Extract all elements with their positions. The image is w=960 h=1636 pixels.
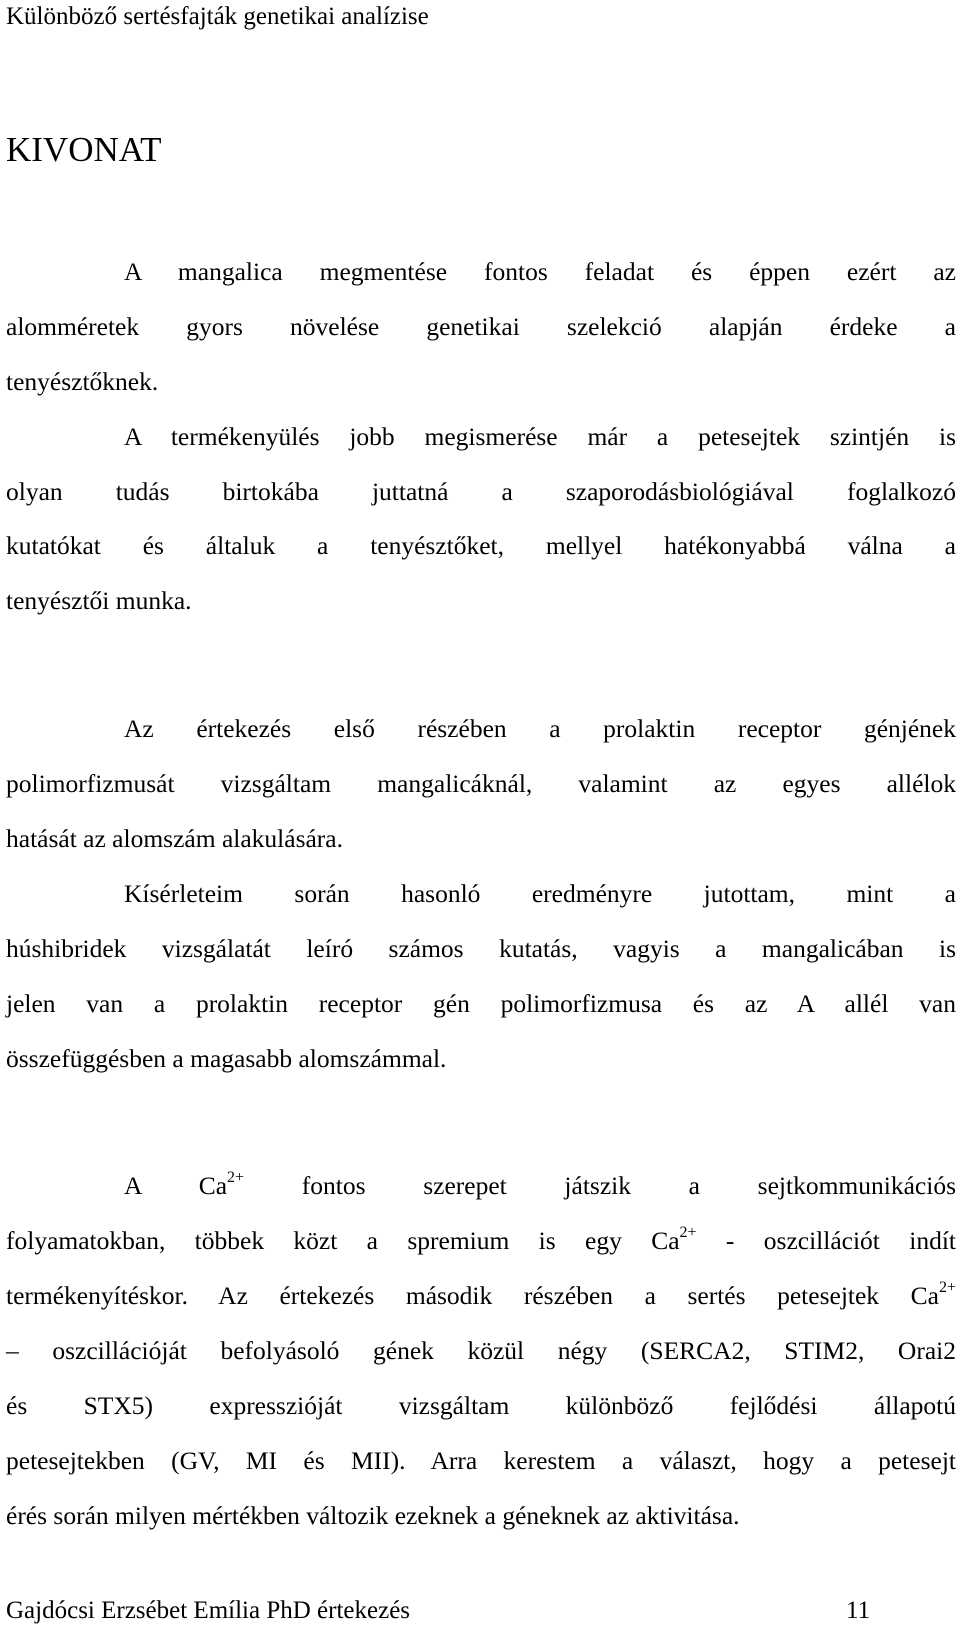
paragraph-5-line-4: – oszcillációját befolyásoló gének közül négy (SERCA2, STIM2, Orai2: [6, 1336, 956, 1365]
text-segment: - oszcillációt indít: [696, 1226, 956, 1255]
text-segment: A Ca: [124, 1171, 228, 1200]
text-segment: fontos szerepet játszik a sejtkommunikációs: [244, 1171, 956, 1200]
paragraph-1-line-2: alomméretek gyors növelése genetikai szelekció alapján érdeke a: [6, 312, 956, 341]
text-segment: termékenyítéskor. Az értekezés második részében a sertés petesejtek Ca: [6, 1281, 939, 1310]
superscript: 2+: [938, 1279, 956, 1296]
paragraph-5-line-5: és STX5) expresszióját vizsgáltam különböző fejlődési állapotú: [6, 1391, 956, 1420]
paragraph-5-line-3: [6, 1280, 956, 1312]
paragraph-1-line-1: A mangalica megmentése fontos feladat és éppen ezért az: [124, 257, 956, 286]
paragraph-2-line-2: olyan tudás birtokába juttatná a szaporodásbiológiával foglalkozó: [6, 477, 956, 506]
paragraph-3-line-3: hatását az alomszám alakulására.: [6, 824, 343, 853]
running-header: Különböző sertésfajták genetikai analízise: [6, 3, 429, 30]
section-title: KIVONAT: [6, 130, 162, 169]
paragraph-5-line-7: érés során milyen mértékben változik ezeknek a géneknek az aktivitása.: [6, 1501, 740, 1530]
paragraph-2-line-4: tenyésztői munka.: [6, 586, 192, 615]
paragraph-5-line-2: [6, 1225, 956, 1257]
page-number: 11: [846, 1597, 871, 1624]
paragraph-4-line-1: Kísérleteim során hasonló eredményre jutottam, mint a: [124, 879, 956, 908]
paragraph-3-line-2: polimorfizmusát vizsgáltam mangalicáknál, valamint az egyes allélok: [6, 769, 956, 798]
paragraph-3-line-1: Az értekezés első részében a prolaktin receptor génjének: [124, 714, 956, 743]
text-segment: folyamatokban, többek közt a spremium is egy Ca: [6, 1226, 680, 1255]
paragraph-4-line-3: jelen van a prolaktin receptor gén polimorfizmusa és az A allél van: [6, 989, 956, 1018]
paragraph-4-line-2: húshibridek vizsgálatát leíró számos kutatás, vagyis a mangalicában is: [6, 934, 956, 963]
paragraph-1-line-3: tenyésztőknek.: [6, 367, 159, 396]
paragraph-4-line-4: összefüggésben a magasabb alomszámmal.: [6, 1044, 447, 1073]
footer-title: Gajdócsi Erzsébet Emília PhD értekezés: [6, 1597, 411, 1624]
paragraph-2-line-3: kutatókat és általuk a tenyésztőket, mellyel hatékonyabbá válna a: [6, 531, 956, 560]
superscript: 2+: [227, 1169, 245, 1186]
superscript: 2+: [679, 1224, 697, 1241]
paragraph-2-line-1: A termékenyülés jobb megismerése már a petesejtek szintjén is: [124, 422, 956, 451]
paragraph-5-line-6: petesejtekben (GV, MI és MII). Arra kerestem a választ, hogy a petesejt: [6, 1446, 956, 1475]
paragraph-5-line-1: [124, 1170, 956, 1202]
